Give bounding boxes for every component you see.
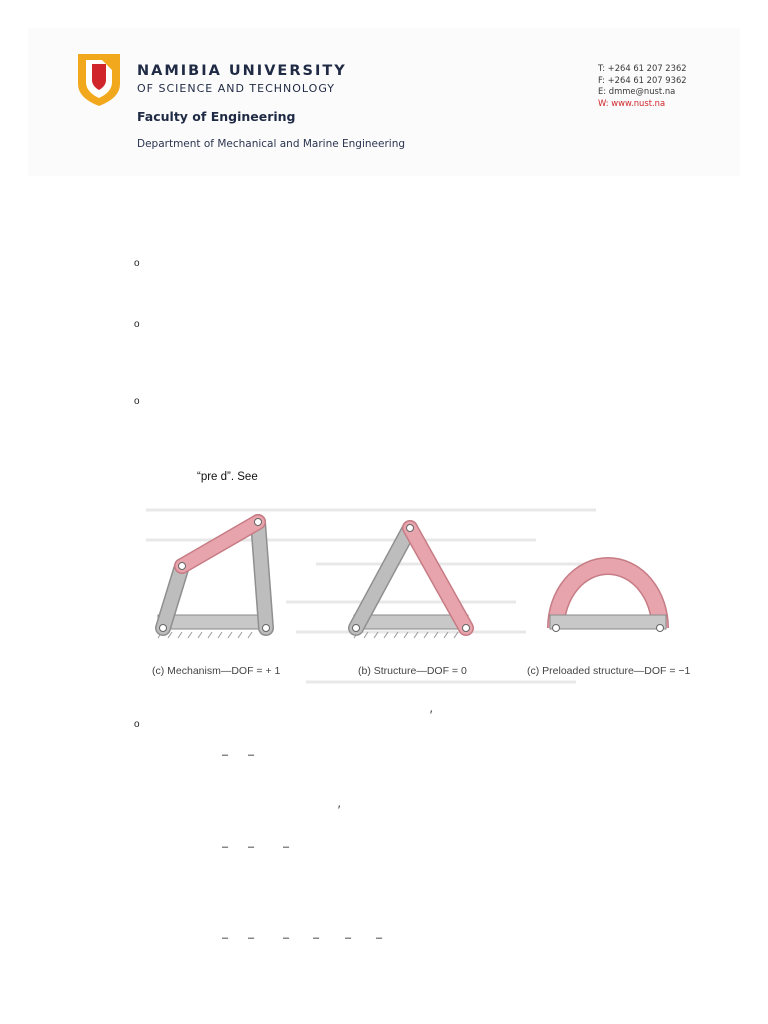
equation-dash: – — [222, 932, 229, 944]
prime-mark: ′ — [338, 805, 341, 817]
equation-dash: – — [222, 841, 229, 853]
university-name: NAMIBIA UNIVERSITY — [137, 63, 347, 79]
dof-diagram — [136, 492, 714, 692]
dof-figure — [136, 492, 714, 692]
contact-web[interactable]: W: www.nust.na — [598, 97, 666, 108]
bullet-marker: o — [134, 319, 140, 330]
equation-dash: – — [248, 841, 255, 853]
equation-dash: – — [248, 749, 255, 761]
equation-dash: – — [376, 932, 383, 944]
bullet-marker: o — [134, 719, 140, 730]
equation-dash: – — [283, 841, 290, 853]
caption-preloaded-structure: (c) Preloaded structure—DOF = −1 — [527, 665, 691, 677]
preloaded-structure-diagram — [550, 566, 666, 632]
faculty-name: Faculty of Engineering — [137, 109, 296, 124]
contact-block — [598, 63, 687, 109]
contact-email[interactable]: E: dmme@nust.na — [598, 86, 676, 96]
text-fragment-preloaded: “pre d”. See — [197, 471, 258, 483]
university-subtitle: OF SCIENCE AND TECHNOLOGY — [137, 82, 336, 95]
contact-tel: T: +264 61 207 2362 — [598, 63, 687, 73]
department-name: Department of Mechanical and Marine Engineering — [137, 138, 406, 150]
caption-structure: (b) Structure—DOF = 0 — [358, 665, 467, 677]
bullet-marker: o — [134, 258, 140, 269]
structure-diagram — [353, 525, 470, 639]
equation-dash: – — [248, 932, 255, 944]
mechanism-diagram — [158, 519, 270, 639]
equation-dash: – — [313, 932, 320, 944]
prime-mark: ′ — [430, 710, 433, 722]
bullet-marker: o — [134, 396, 140, 407]
caption-mechanism: (c) Mechanism—DOF = + 1 — [152, 665, 281, 677]
contact-fax: F: +264 61 207 9362 — [598, 74, 687, 85]
equation-dash: – — [222, 749, 229, 761]
equation-dash: – — [283, 932, 290, 944]
university-logo-icon — [74, 50, 124, 108]
equation-dash: – — [345, 932, 352, 944]
